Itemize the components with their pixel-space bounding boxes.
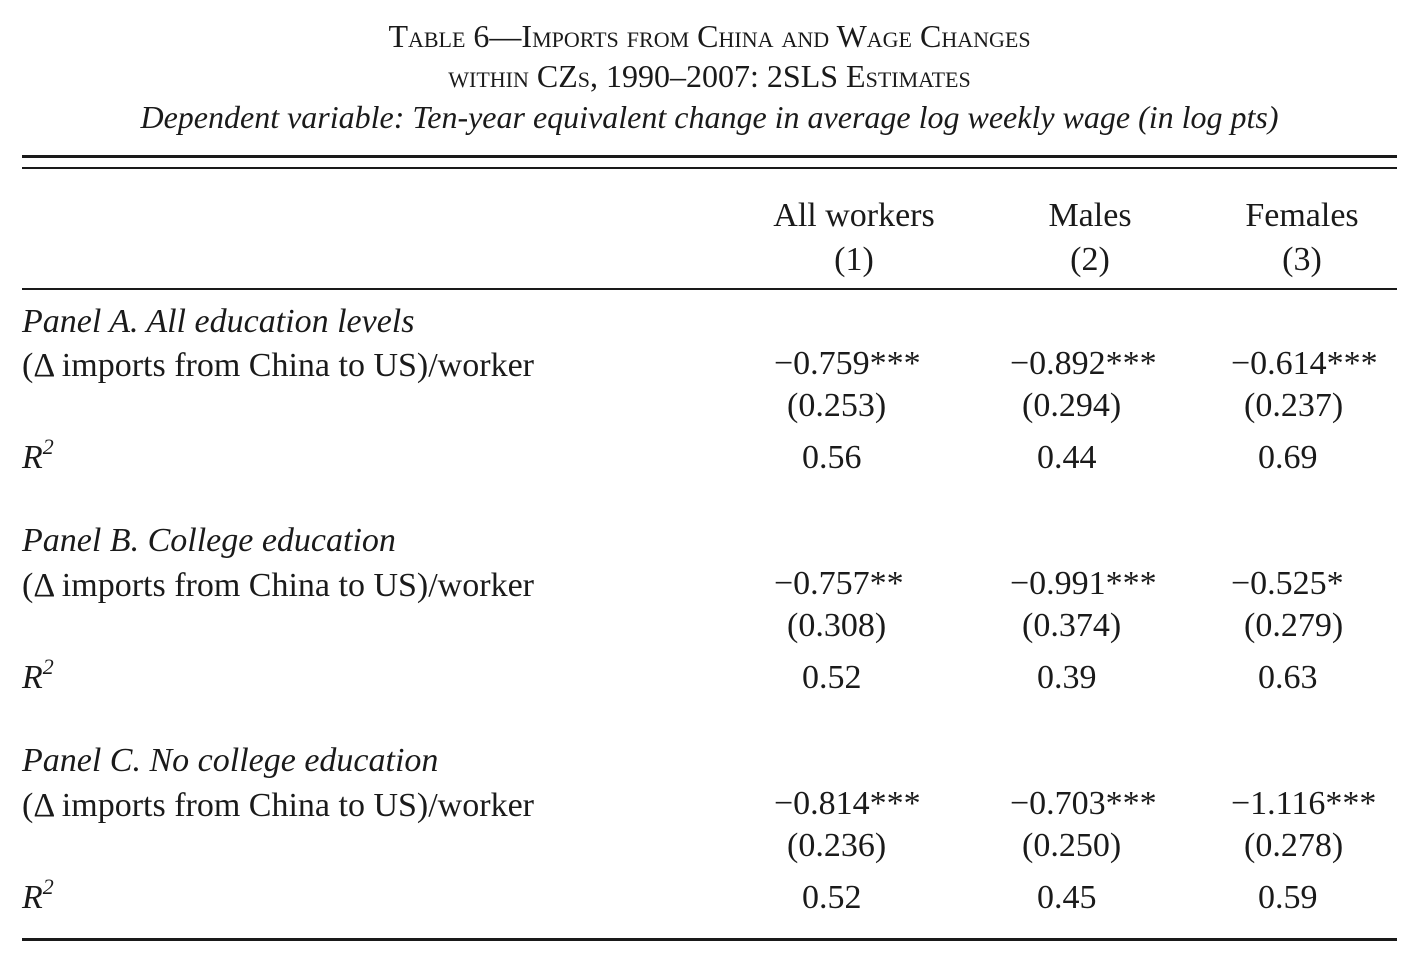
panel-b-se-3: (0.279) [1244,607,1344,644]
panel-c-r2-2: 0.45 [1037,879,1097,916]
panel-c-r2-label: $R^2$ [22,874,54,916]
column-header-females: Females [1245,197,1359,234]
panel-a-se-3: (0.237) [1244,387,1344,424]
panel-a-se-1: (0.253) [787,387,887,424]
panel-a-r2-2: 0.44 [1037,439,1097,476]
panel-c-title: Panel C. No college education [22,742,439,779]
column-number-2: (2) [1070,241,1110,278]
top-rule-2 [22,167,1397,169]
panel-c-coef-1: −0.814*** [774,785,921,822]
panel-c-coef-2: −0.703*** [1010,785,1157,822]
panel-b-title: Panel B. College education [22,522,396,559]
panel-c-r2-1: 0.52 [802,879,862,916]
column-header-all-workers: All workers [773,197,935,234]
table-title-line2: within CZs, 1990–2007: 2SLS Estimates [448,58,971,94]
header-rule [22,288,1397,290]
panel-b-coef-2: −0.991*** [1010,565,1157,602]
panel-c-regressor-label: (Δ imports from China to US)/worker [22,787,534,824]
panel-c-se-3: (0.278) [1244,827,1344,864]
panel-a-title: Panel A. All education levels [22,303,415,340]
column-header-males: Males [1048,197,1132,234]
column-number-1: (1) [834,241,874,278]
panel-a-se-2: (0.294) [1022,387,1122,424]
panel-a-coef-1: −0.759*** [774,345,921,382]
table-subtitle: Dependent variable: Ten-year equivalent change in average log weekly wage (in log pts) [140,99,1279,135]
panel-b-regressor-label: (Δ imports from China to US)/worker [22,567,534,604]
panel-c-coef-3: −1.116*** [1231,785,1377,822]
panel-a-r2-1: 0.56 [802,439,862,476]
panel-b-coef-3: −0.525* [1231,565,1344,602]
bottom-rule [22,938,1397,941]
panel-b-se-2: (0.374) [1022,607,1122,644]
top-rule-1 [22,155,1397,158]
panel-a-coef-2: −0.892*** [1010,345,1157,382]
panel-b-r2-3: 0.63 [1258,659,1318,696]
column-number-3: (3) [1282,241,1322,278]
panel-b-se-1: (0.308) [787,607,887,644]
panel-a-r2-label: $R^2$ [22,434,54,476]
panel-b-coef-1: −0.757** [774,565,904,602]
panel-b-r2-1: 0.52 [802,659,862,696]
panel-c-r2-3: 0.59 [1258,879,1318,916]
panel-a-coef-3: −0.614*** [1231,345,1378,382]
panel-b-r2-2: 0.39 [1037,659,1097,696]
panel-c-se-2: (0.250) [1022,827,1122,864]
panel-a-regressor-label: (Δ imports from China to US)/worker [22,347,534,384]
panel-a-r2-3: 0.69 [1258,439,1318,476]
table-title-line1: Table 6—Imports from China and Wage Changes [388,18,1031,54]
panel-c-se-1: (0.236) [787,827,887,864]
panel-b-r2-label: $R^2$ [22,654,54,696]
